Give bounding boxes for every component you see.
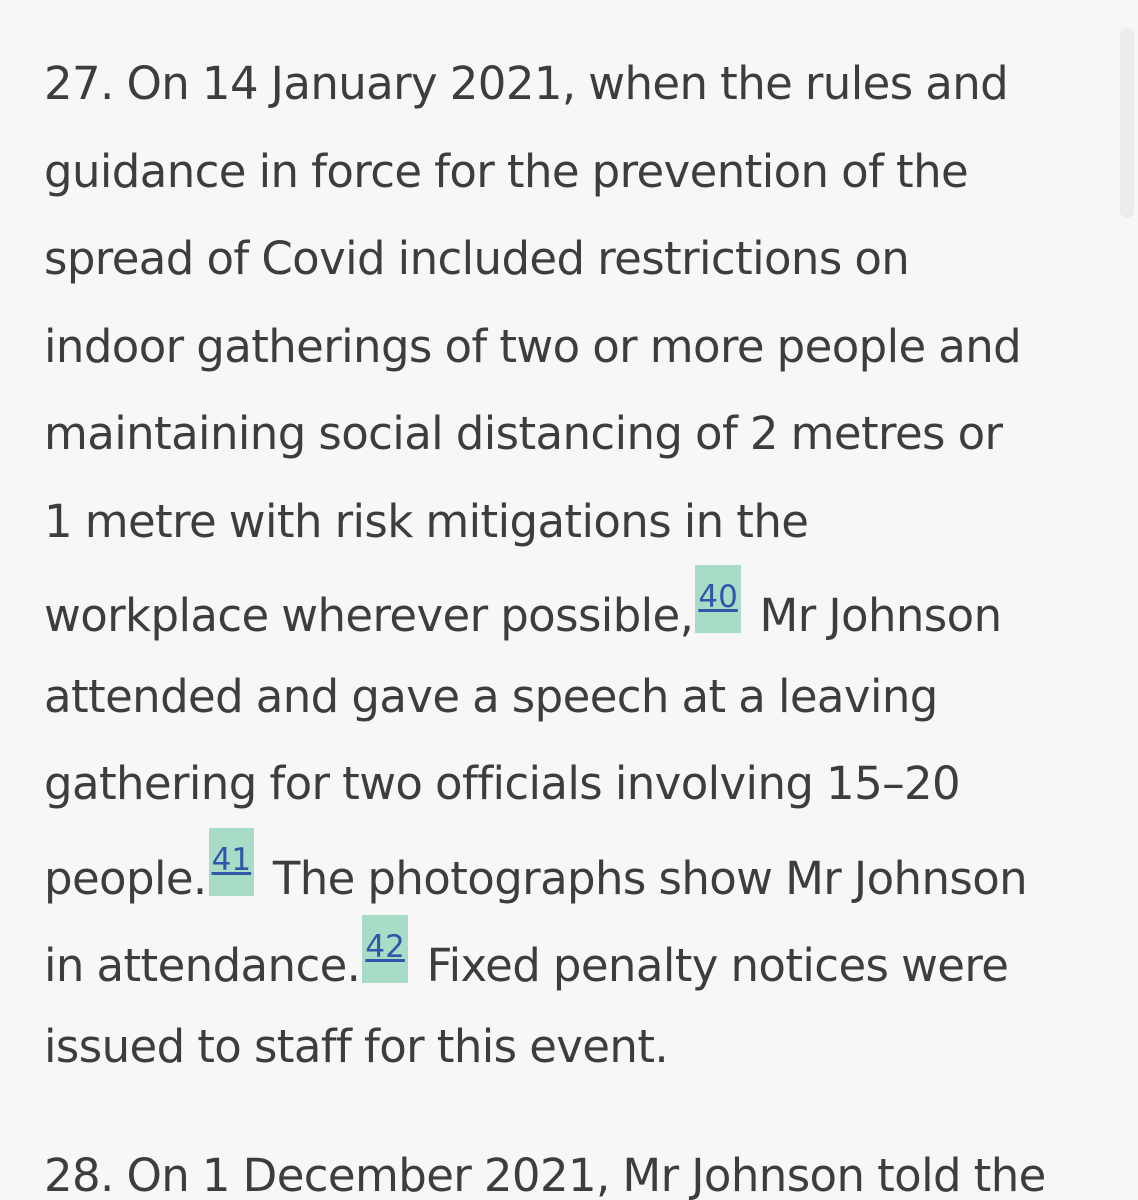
paragraph-27 [44,0,1114,1090]
line-text: Fixed penalty notices were [426,939,1009,992]
line-text: people. [44,851,207,905]
text-line: indoor gatherings of two or more people and [44,319,1022,373]
text-line: spread of Covid included restrictions on [44,232,910,285]
text-line [44,915,1114,1003]
paragraph-28 [44,1132,1046,1200]
footnote-link-42[interactable]: 42 [362,915,407,983]
scrollbar[interactable] [1116,0,1138,1200]
line-text: workplace wherever possible, [44,589,694,642]
line-text: Mr Johnson [759,589,1002,642]
text-line: 28. On 1 December 2021, Mr Johnson told the [44,1149,1046,1200]
text-line: 1 metre with risk mitigations in the [44,494,809,548]
document-body [44,0,1114,1200]
text-line: 27. On 14 January 2021, when the rules and [44,57,1009,110]
text-line: attended and gave a speech at a leaving [44,669,938,723]
text-line [44,565,1114,653]
text-line: gathering for two officials involving 15–20 [44,757,961,810]
text-line: issued to staff for this event. [44,1019,669,1073]
text-line [44,828,1114,916]
text-line: maintaining social distancing of 2 metres or [44,407,1003,460]
footnote-link-41[interactable]: 41 [209,828,254,896]
text-line: guidance in force for the prevention of the [44,144,969,198]
line-text: in attendance. [44,939,361,992]
line-text: The photographs show Mr Johnson [272,851,1028,905]
scrollbar-thumb[interactable] [1120,28,1134,218]
footnote-link-40[interactable]: 40 [695,565,740,633]
